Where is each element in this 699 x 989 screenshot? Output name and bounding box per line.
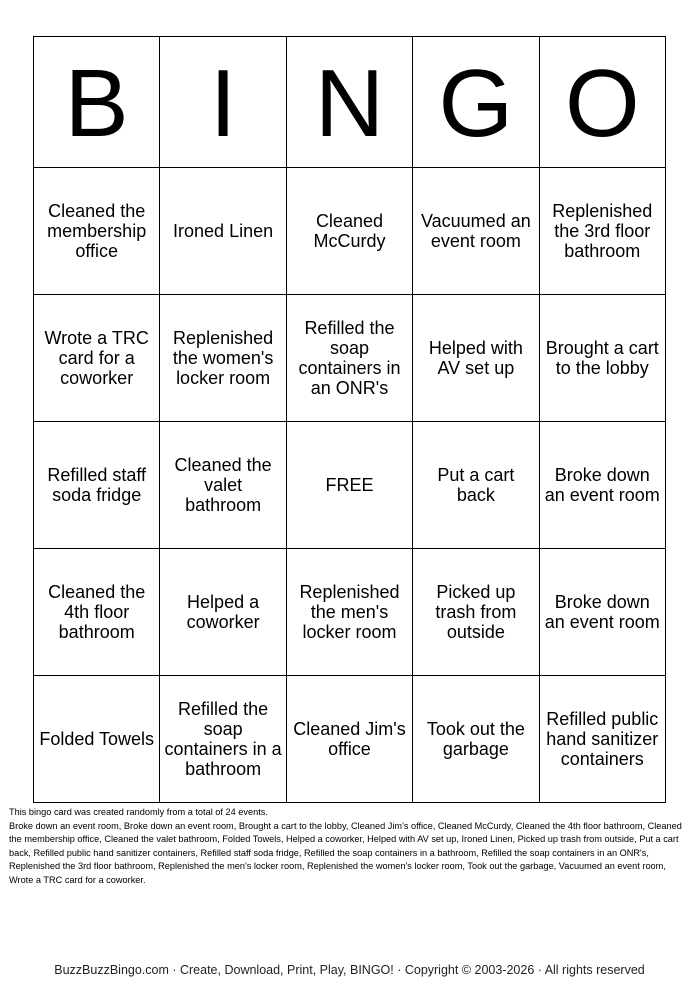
bingo-cell: Refilled public hand sanitizer containers: [539, 676, 665, 803]
bingo-cell: Vacuumed an event room: [413, 168, 539, 295]
header-letter: G: [413, 37, 539, 168]
bingo-cell: Cleaned the membership office: [34, 168, 160, 295]
card-info: [9, 806, 689, 888]
bingo-cell: Folded Towels: [34, 676, 160, 803]
footer-text: BuzzBuzzBingo.com · Create, Download, Print, Play, BINGO! · Copyright © 2003-2026 · All rights reserved: [54, 963, 645, 977]
bingo-cell: Ironed Linen: [160, 168, 286, 295]
bingo-cell: Cleaned Jim's office: [286, 676, 412, 803]
bingo-cell: Replenished the men's locker room: [286, 549, 412, 676]
card-row: [34, 422, 666, 549]
event-list: Broke down an event room, Broke down an event room, Brought a cart to the lobby, Cleaned Jim's office, Cleaned McCurdy, Cleaned the 4th floor bathroom, Cleaned the membership office, Cleaned the valet bathroom, Folded Towels, Helped a coworker, Helped with AV set up, Ironed Linen, Picked up trash from outside, Put a cart back, Refilled public hand sanitizer containers, Refilled staff soda fridge, Refilled the soap containers in a bathroom, Refilled the soap containers in an ONR's, Replenished the 3rd floor bathroom, Replenished the men's locker room, Replenished the women's locker room, Took out the garbage, Vacuumed an event room, Wrote a TRC card for a coworker.: [9, 820, 682, 885]
info-summary: This bingo card was created randomly from a total of 24 events.: [9, 807, 268, 817]
bingo-cell: Cleaned McCurdy: [286, 168, 412, 295]
bingo-cell: Brought a cart to the lobby: [539, 295, 665, 422]
bingo-cell: Refilled staff soda fridge: [34, 422, 160, 549]
free-cell: FREE: [286, 422, 412, 549]
bingo-cell: Replenished the women's locker room: [160, 295, 286, 422]
bingo-cell: Helped with AV set up: [413, 295, 539, 422]
bingo-card: [33, 36, 666, 803]
card-row: [34, 295, 666, 422]
bingo-cell: Broke down an event room: [539, 549, 665, 676]
bingo-cell: Put a cart back: [413, 422, 539, 549]
bingo-cell: Helped a coworker: [160, 549, 286, 676]
bingo-cell: Replenished the 3rd floor bathroom: [539, 168, 665, 295]
bingo-cell: Wrote a TRC card for a coworker: [34, 295, 160, 422]
card-row: [34, 549, 666, 676]
bingo-cell: Broke down an event room: [539, 422, 665, 549]
bingo-cell: Picked up trash from outside: [413, 549, 539, 676]
header-letter: B: [34, 37, 160, 168]
bingo-cell: Refilled the soap containers in a bathroom: [160, 676, 286, 803]
header-letter: I: [160, 37, 286, 168]
header-row: [34, 37, 666, 168]
bingo-cell: Refilled the soap containers in an ONR's: [286, 295, 412, 422]
card-row: [34, 168, 666, 295]
bingo-cell: Cleaned the 4th floor bathroom: [34, 549, 160, 676]
header-letter: O: [539, 37, 665, 168]
header-letter: N: [286, 37, 412, 168]
card-row: [34, 676, 666, 803]
bingo-cell: Took out the garbage: [413, 676, 539, 803]
bingo-cell: Cleaned the valet bathroom: [160, 422, 286, 549]
